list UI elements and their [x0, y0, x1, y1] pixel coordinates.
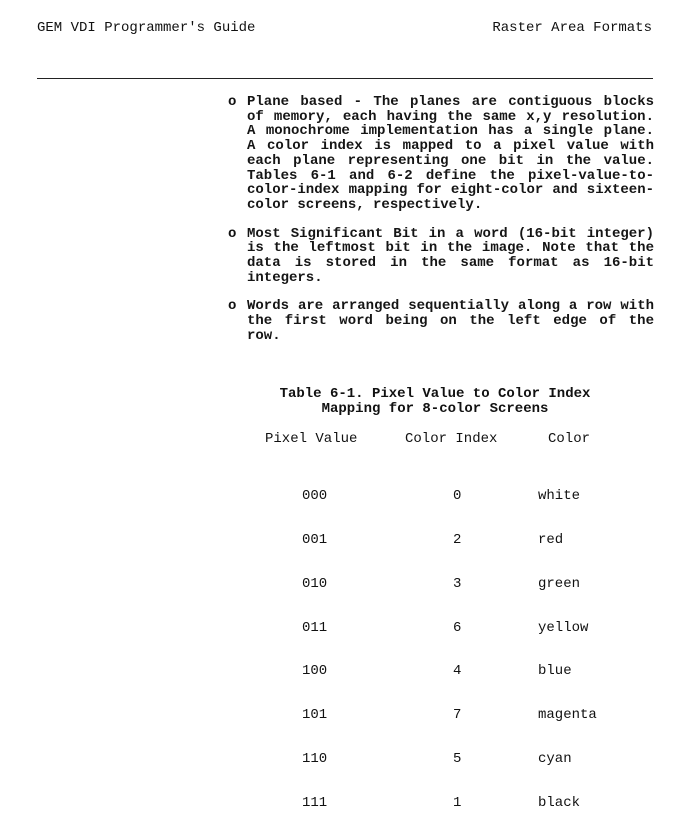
color-name-cell: white [538, 488, 581, 505]
pixel-value-cell: 111 [302, 794, 328, 811]
header-rule [37, 78, 653, 79]
color-index-cell: 7 [453, 707, 462, 724]
color-name-column [538, 460, 597, 825]
color-index-cell: 1 [453, 794, 462, 811]
pixel-value-column [302, 460, 327, 825]
pixel-value-cell: 001 [302, 531, 328, 548]
pixel-value-cell: 010 [302, 575, 328, 592]
pixel-value-cell: 000 [302, 488, 328, 505]
color-index-cell: 6 [453, 619, 462, 636]
bullet-mark: o [228, 298, 237, 315]
bullet-text: Words are arranged sequentially along a row with the first word being on the left edge of the row. [247, 298, 654, 344]
color-name-cell: red [538, 531, 564, 548]
bullet-item [228, 95, 654, 213]
table-header-color: Color [548, 431, 591, 447]
color-name-cell: yellow [538, 619, 589, 636]
bullet-list [228, 95, 654, 358]
color-name-cell: black [538, 794, 581, 811]
color-index-cell: 2 [453, 531, 462, 548]
header-section: Raster Area Formats [492, 20, 652, 36]
pixel-value-cell: 100 [302, 663, 328, 680]
pixel-value-cell: 011 [302, 619, 328, 636]
color-index-cell: 5 [453, 750, 462, 767]
table-caption-line: Table 6-1. Pixel Value to Color Index [279, 386, 591, 402]
table-header-pixel-value: Pixel Value [265, 431, 358, 447]
color-index-cell: 3 [453, 575, 462, 592]
color-name-cell: green [538, 575, 581, 592]
bullet-mark: o [228, 225, 237, 242]
color-name-cell: magenta [538, 707, 597, 724]
color-name-cell: blue [538, 663, 572, 680]
bullet-mark: o [228, 94, 237, 110]
header-title: GEM VDI Programmer's Guide [37, 20, 256, 36]
pixel-value-cell: 101 [302, 707, 328, 724]
pixel-value-cell: 110 [302, 750, 328, 767]
bullet-item [228, 227, 654, 286]
bullet-item [228, 299, 654, 343]
color-index-column [453, 460, 470, 825]
bullet-text: Most Significant Bit in a word (16-bit integer) is the leftmost bit in the image. Note that the data is stored in the same format as 16-bit integers. [247, 225, 654, 286]
table-header-color-index: Color Index [405, 431, 498, 447]
color-index-cell: 0 [453, 488, 462, 505]
color-index-cell: 4 [453, 663, 462, 680]
table-caption [220, 387, 650, 417]
table-caption-line: Mapping for 8-color Screens [321, 401, 549, 417]
bullet-text: Plane based - The planes are contiguous blocks of memory, each having the same x,y resolution. A monochrome implementation has a single plane. A color index is mapped to a pixel value with each plane representing one bit in the value. Tables 6-1 and 6-2 define the pixel-value-to-color-index mapping for eight-color and sixteen-color screens, respectively. [247, 94, 654, 213]
color-name-cell: cyan [538, 750, 572, 767]
